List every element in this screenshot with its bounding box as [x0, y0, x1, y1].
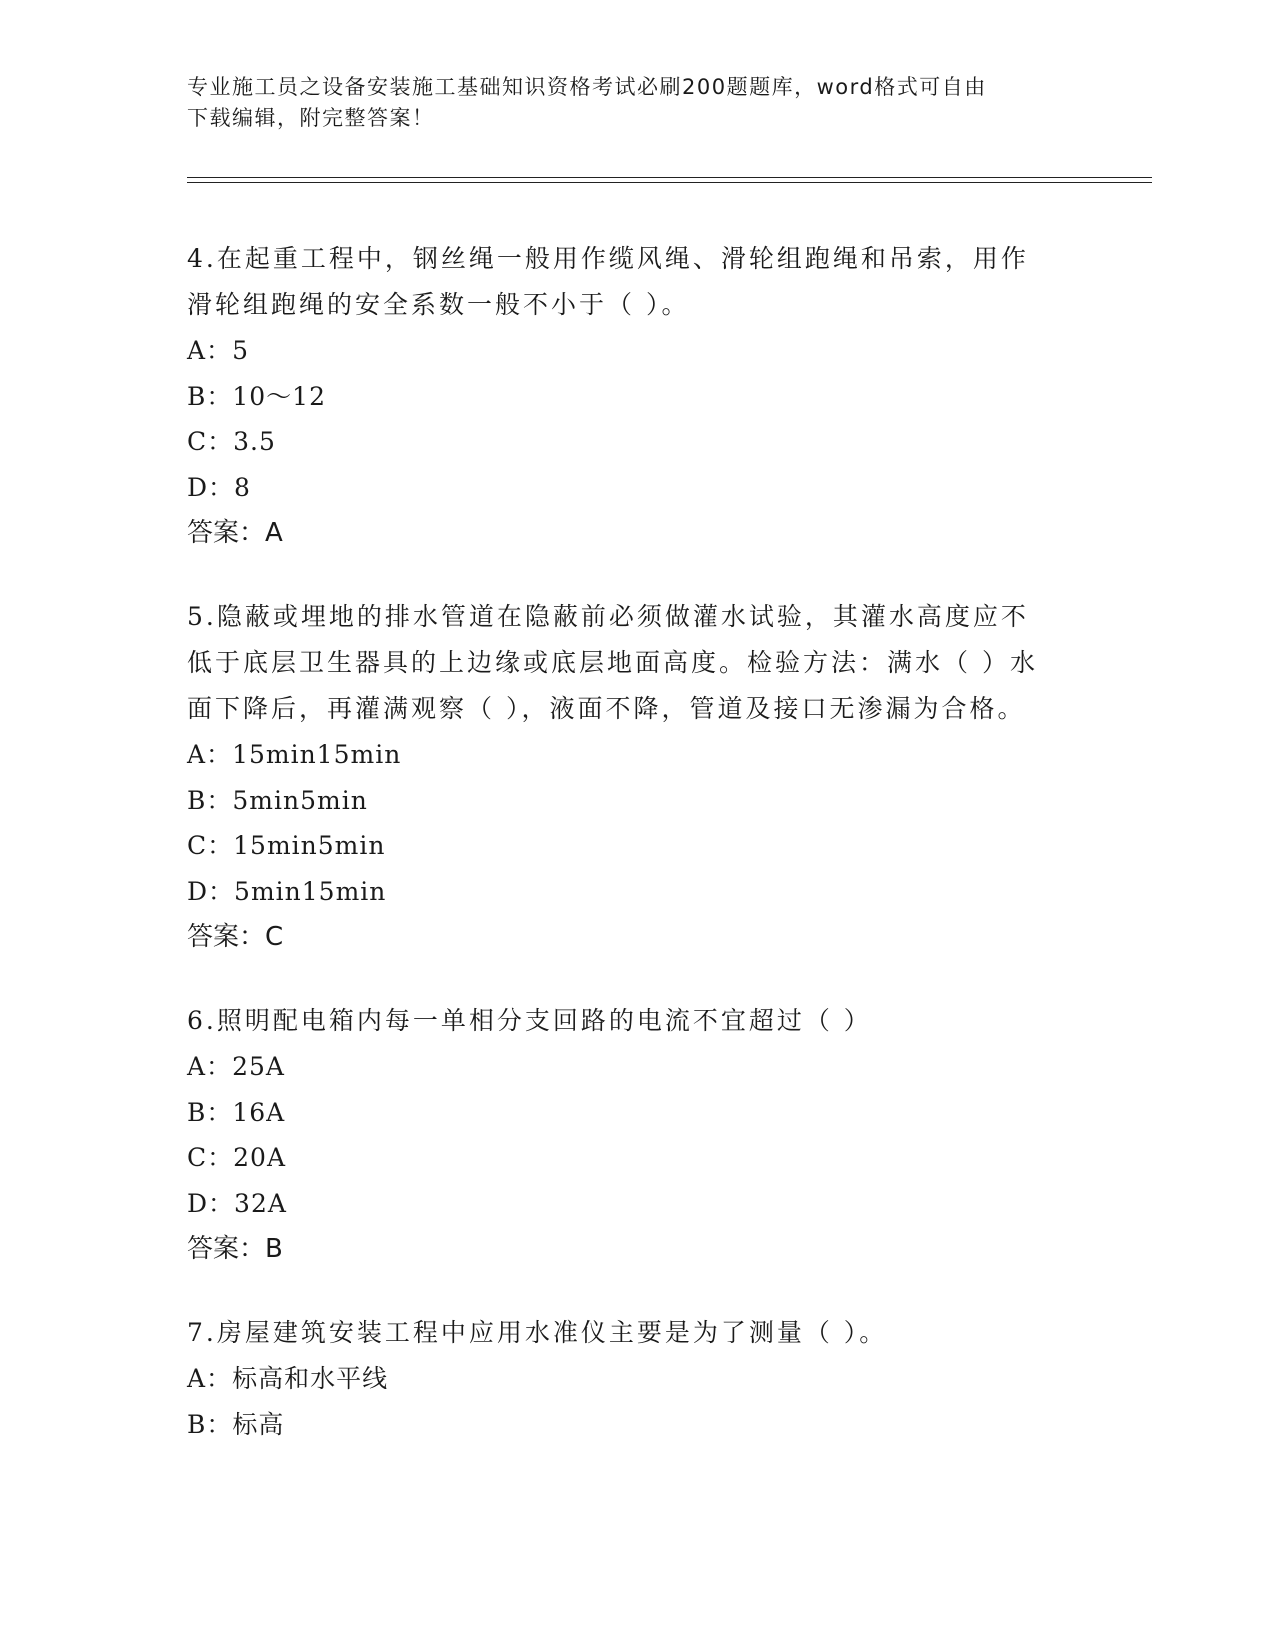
option-key: D：: [187, 876, 235, 906]
option-item: [187, 869, 1087, 915]
header-line-2: 下载编辑，附完整答案！: [187, 106, 435, 130]
question-6: [187, 998, 1087, 1272]
answer-line: 答案：C: [187, 922, 284, 952]
question-5: [187, 594, 1087, 960]
option-key: D：: [187, 472, 235, 502]
option-text: 25A: [232, 1052, 285, 1081]
option-key: B：: [187, 1097, 233, 1127]
question-4: [187, 236, 1087, 556]
option-text: 15min15min: [232, 740, 402, 769]
question-stem-line: 面下降后，再灌满观察（ ），液面不降，管道及接口无渗漏为合格。: [187, 694, 1026, 723]
option-item: [187, 1044, 1087, 1090]
question-stem-line: 4.在起重工程中，钢丝绳一般用作缆风绳、滑轮组跑绳和吊索，用作: [187, 244, 1029, 273]
option-item: [187, 465, 1087, 511]
option-text: 3.5: [233, 427, 276, 456]
option-text: 标高: [232, 1409, 285, 1439]
option-text: 标高和水平线: [232, 1364, 389, 1393]
option-text: 15min5min: [233, 831, 386, 860]
question-stem-line: 低于底层卫生器具的上边缘或底层地面高度。检验方法：满水（ ）水: [187, 648, 1038, 677]
option-item: [187, 374, 1087, 420]
option-key: A：: [187, 1364, 233, 1393]
question-7: [187, 1310, 1087, 1447]
document-header: [187, 72, 1087, 134]
option-key: C：: [187, 1143, 234, 1172]
option-key: A：: [187, 336, 233, 365]
option-key: C：: [187, 831, 234, 860]
question-list: [187, 236, 1087, 1485]
option-key: C：: [187, 427, 234, 456]
option-item: [187, 1090, 1087, 1136]
header-line-1: 专业施工员之设备安装施工基础知识资格考试必刷200题题库，word格式可自由: [187, 75, 987, 99]
option-text: 5min5min: [232, 785, 368, 815]
question-stem-line: 滑轮组跑绳的安全系数一般不小于（ ）。: [187, 290, 690, 319]
option-item: [187, 778, 1087, 824]
option-key: B：: [187, 1409, 233, 1439]
option-item: [187, 328, 1087, 374]
option-key: A：: [187, 740, 233, 769]
question-stem-line: 6.照明配电箱内每一单相分支回路的电流不宜超过（ ）: [187, 1006, 872, 1035]
option-item: [187, 823, 1087, 869]
option-item: [187, 1356, 1087, 1402]
option-text: 32A: [234, 1188, 287, 1218]
option-text: 20A: [233, 1143, 287, 1172]
option-text: 8: [234, 472, 251, 502]
header-rule-bottom: [187, 182, 1152, 183]
option-item: [187, 732, 1087, 778]
answer-line: 答案：A: [187, 518, 283, 548]
option-item: [187, 1135, 1087, 1181]
header-rule-top: [187, 177, 1152, 178]
option-text: 10～12: [232, 381, 326, 411]
option-key: B：: [187, 381, 233, 411]
option-text: 5: [232, 336, 249, 365]
question-stem-line: 5.隐蔽或埋地的排水管道在隐蔽前必须做灌水试验，其灌水高度应不: [187, 602, 1029, 631]
option-item: [187, 1181, 1087, 1227]
question-stem-line: 7.房屋建筑安装工程中应用水准仪主要是为了测量（ ）。: [187, 1318, 888, 1347]
option-key: A：: [187, 1052, 233, 1081]
option-key: D：: [187, 1188, 235, 1218]
option-item: [187, 1402, 1087, 1448]
option-text: 5min15min: [234, 876, 387, 906]
option-item: [187, 419, 1087, 465]
option-text: 16A: [232, 1097, 286, 1127]
answer-line: 答案：B: [187, 1234, 283, 1264]
option-key: B：: [187, 785, 233, 815]
